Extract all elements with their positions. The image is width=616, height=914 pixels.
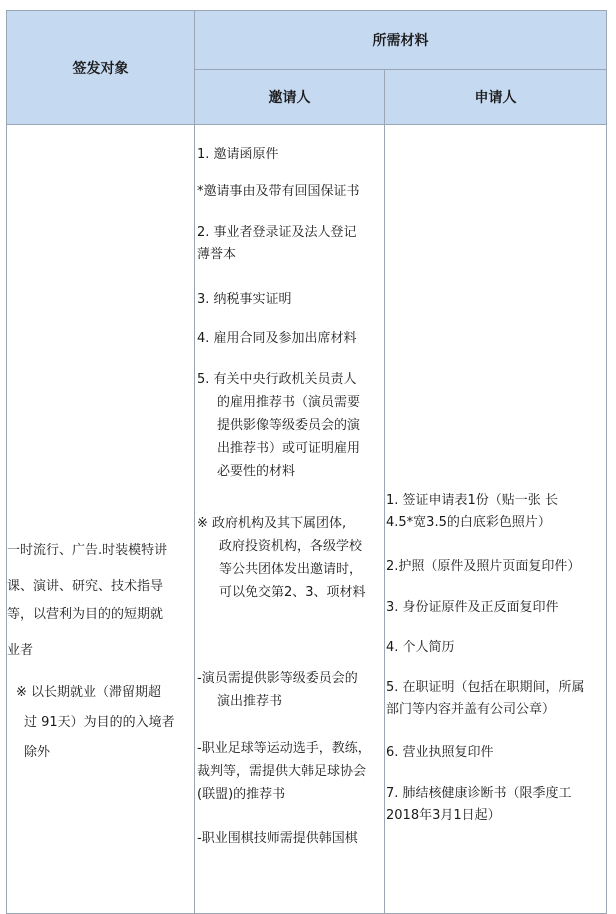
applicant-item: 6. 营业执照复印件: [386, 745, 494, 760]
inviter-item: 1. 邀请函原件: [197, 147, 279, 162]
applicant-item-line: 7. 肺结核健康诊断书（限季度工: [386, 786, 572, 801]
inviter-item: 3. 纳税事实证明: [197, 292, 292, 307]
target-description: [7, 537, 167, 665]
applicant-item-line: 1. 签证申请表1份（贴一张 长: [386, 493, 558, 508]
header-target: [6, 10, 195, 125]
applicant-item-line: 2018年3月1日起）: [386, 808, 501, 823]
header-inviter-label: 邀请人: [268, 90, 311, 106]
inviter-item-line: 薄誉本: [197, 247, 237, 262]
applicant-item-line: 4.5*宽3.5的白底彩色照片）: [386, 515, 551, 530]
target-line: 业者: [7, 643, 34, 658]
applicant-item: 3. 身份证原件及正反面复印件: [386, 600, 559, 615]
target-cell: [6, 124, 195, 914]
target-line: 等，以营利为目的的短期就: [7, 607, 164, 622]
inviter-item: *邀请事由及带有回国保证书: [197, 184, 360, 199]
inviter-note: [197, 512, 366, 604]
inviter-item: [197, 667, 358, 713]
inviter-item-line: 演出推荐书: [217, 694, 283, 709]
applicant-item: 2.护照（原件及照片页面复印件）: [386, 559, 581, 574]
target-note-line: ※ 以长期就业（滞留期超: [16, 685, 162, 700]
inviter-item: -职业围棋技师需提供韩国棋: [197, 831, 358, 846]
inviter-item-line: 裁判等，需提供大韩足球协会: [197, 764, 367, 779]
inviter-item-line: 可以免交第2、3、项材料: [219, 585, 366, 600]
applicant-item: [386, 783, 572, 827]
header-applicant: [384, 69, 607, 125]
header-applicant-label: 申请人: [474, 90, 517, 106]
header-inviter: [194, 69, 385, 125]
applicant-item: 4. 个人简历: [386, 640, 455, 655]
header-materials-label: 所需材料: [372, 33, 429, 49]
target-note-line: 过 91天）为目的的入境者: [24, 715, 175, 730]
inviter-item-line: 的雇用推荐书（演员需要: [217, 395, 361, 410]
inviter-item-line: 等公共团体发出邀请时，: [219, 562, 363, 577]
inviter-item-line: ※ 政府机构及其下属团体,: [197, 516, 347, 531]
inviter-item: [197, 222, 357, 266]
inviter-item-line: 5. 有关中央行政机关员责人: [197, 372, 357, 387]
inviter-item-line: 必要性的材料: [217, 464, 296, 479]
target-note-line: 除外: [24, 745, 51, 760]
inviter-item-line: -演员需提供影等级委员会的: [197, 671, 358, 686]
target-line: 课、演讲、研究、技术指导: [7, 579, 164, 594]
inviter-item-line: 2. 事业者登录证及法人登记: [197, 225, 357, 240]
applicant-item-line: 5. 在职证明（包括在职期间，所属: [386, 680, 585, 695]
inviter-item-line: (联盟)的推荐书: [197, 787, 286, 802]
applicant-item-line: 部门等内容并盖有公司公章）: [386, 702, 556, 717]
inviter-item-line: 提供影像等级委员会的演: [217, 418, 361, 433]
header-materials: [194, 10, 607, 70]
header-target-label: 签发对象: [72, 60, 129, 77]
inviter-item-line: 出推荐书）或可证明雇用: [217, 441, 361, 456]
applicant-item: [386, 490, 558, 534]
inviter-item: [197, 737, 371, 806]
applicant-item: [386, 677, 585, 721]
inviter-item: [197, 368, 360, 483]
inviter-item: 4. 雇用合同及参加出席材料: [197, 331, 357, 346]
inviter-item-line: -职业足球等运动选手，教练，: [197, 741, 371, 756]
target-note: [16, 678, 175, 768]
target-line: 一时流行、广告.时装模特讲: [7, 543, 168, 558]
inviter-item-line: 政府投资机构，各级学校: [219, 539, 363, 554]
